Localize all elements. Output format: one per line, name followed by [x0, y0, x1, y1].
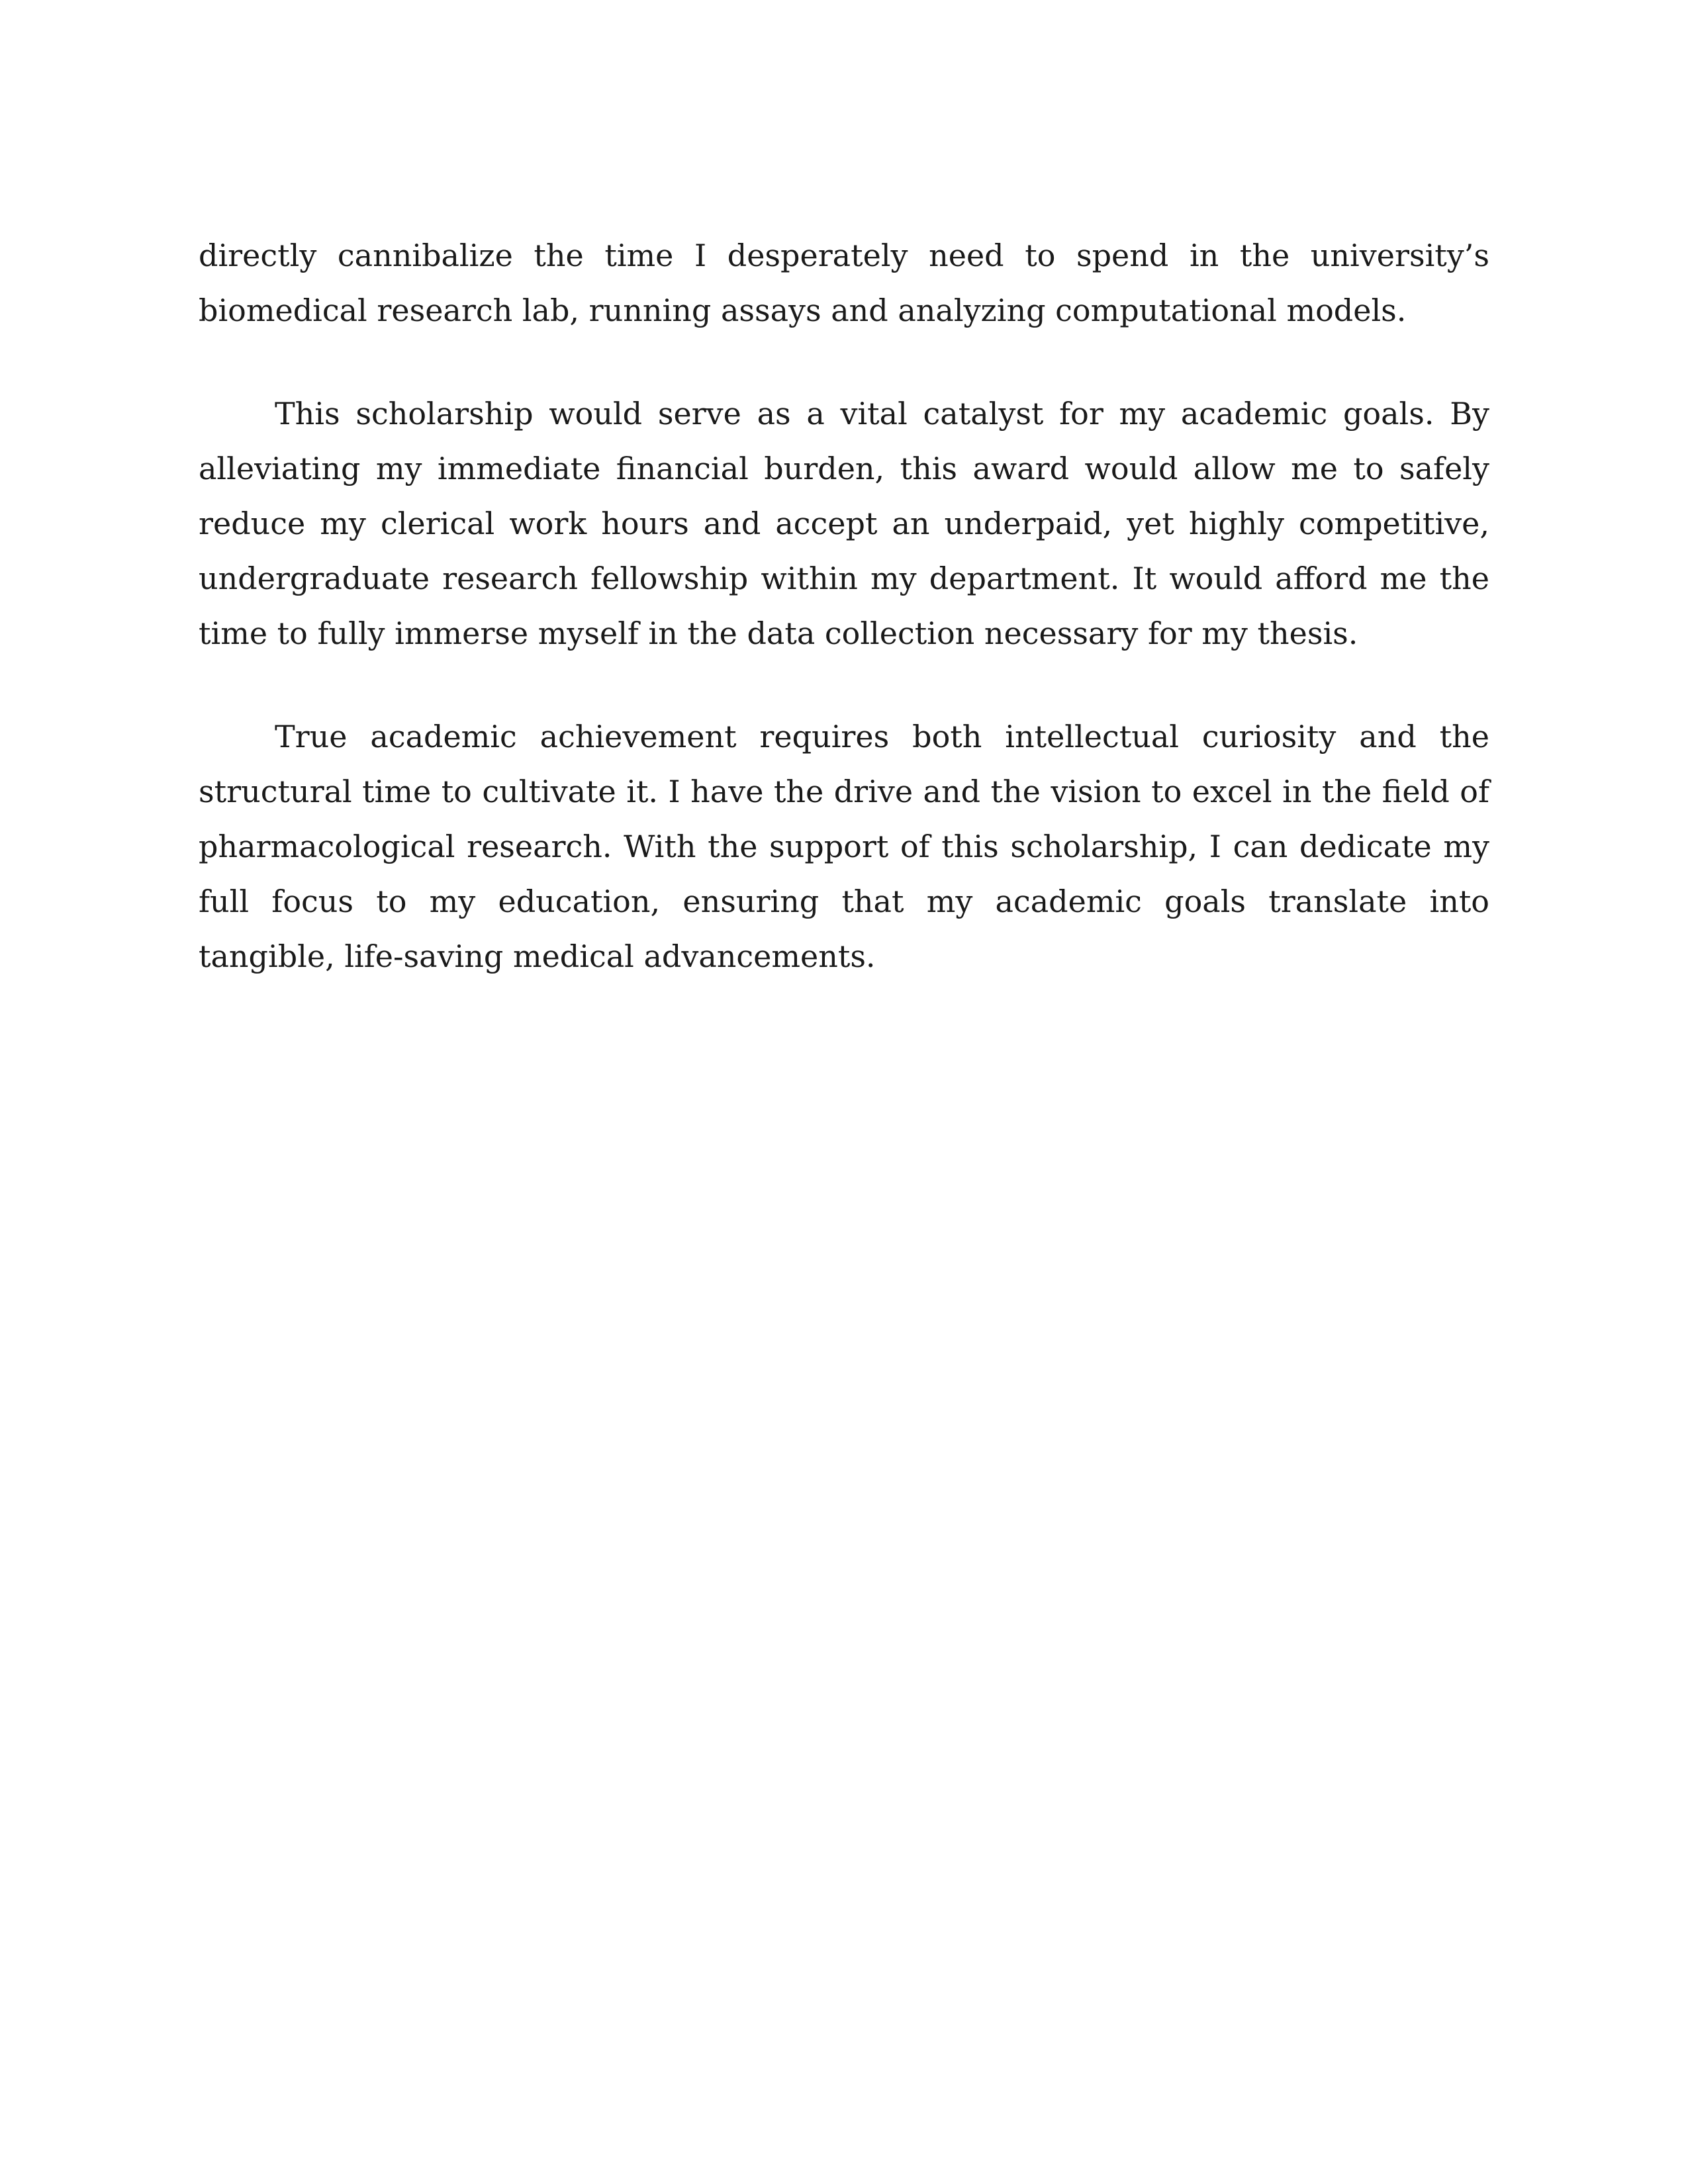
paragraph-scholarship-catalyst: This scholarship would serve as a vital catalyst for my academic goals. By alleviating my immediate financial burden, this award would allow me to safely reduce my clerical work hours and accept an underpaid, yet highly competitive, undergraduate research fellowship within my department. It would afford me the time to fully immerse myself in the data collection necessary for my thesis.	[199, 396, 1489, 651]
document-body	[199, 228, 1489, 1032]
paragraph-conclusion: True academic achievement requires both intellectual curiosity and the structural time to cultivate it. I have the drive and the vision to excel in the field of pharmacological research. With the support of this scholarship, I can dedicate my full focus to my education, ensuring that my academic goals translate into tangible, life-saving medical advancements.	[199, 719, 1489, 974]
paragraph-continuation: directly cannibalize the time I desperately need to spend in the university’s biomedical research lab, running assays and analyzing computational models.	[199, 238, 1489, 328]
